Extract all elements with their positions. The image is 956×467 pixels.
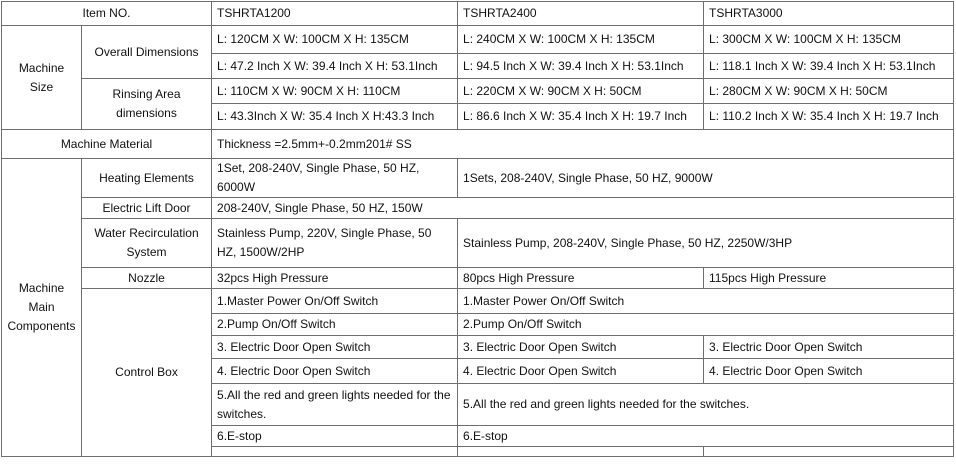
blank-cell-model-2: [458, 447, 704, 457]
blank-cell-model-3: [704, 447, 954, 457]
overall-cm-row: [2, 26, 954, 54]
overall-inch-model-1: L: 47.2 Inch X W: 39.4 Inch X H: 53.1Inch: [212, 54, 458, 79]
heating-elements-label: Heating Elements: [82, 159, 212, 198]
lights-model-1: 5.All the red and green lights needed for the switches.: [212, 384, 458, 426]
main-components-label: Machine Main Components: [2, 159, 82, 457]
water-model-2-3: Stainless Pump, 208-240V, Single Phase, 50 HZ, 2250W/3HP: [458, 219, 954, 268]
door-open-4-model-2: 4. Electric Door Open Switch: [458, 359, 704, 384]
nozzle-model-1: 32pcs High Pressure: [212, 268, 458, 289]
door-open-4-model-3: 4. Electric Door Open Switch: [704, 359, 954, 384]
rinsing-cm-model-2: L: 220CM X W: 90CM X H: 50CM: [458, 79, 704, 104]
heating-row: [2, 159, 954, 198]
rinsing-inch-model-3: L: 110.2 Inch X W: 35.4 Inch X H: 19.7 Inch: [704, 104, 954, 130]
model-2-header: TSHRTA2400: [458, 2, 704, 26]
machine-material-value: Thickness =2.5mm+-0.2mm201# SS: [212, 130, 954, 159]
rinsing-inch-model-2: L: 86.6 Inch X W: 35.4 Inch X H: 19.7 Inch: [458, 104, 704, 130]
model-3-header: TSHRTA3000: [704, 2, 954, 26]
nozzle-label: Nozzle: [82, 268, 212, 289]
nozzle-model-3: 115pcs High Pressure: [704, 268, 954, 289]
estop-model-1: 6.E-stop: [212, 426, 458, 447]
master-power-model-1: 1.Master Power On/Off Switch: [212, 289, 458, 314]
heating-model-1: 1Set, 208-240V, Single Phase, 50 HZ, 6000W: [212, 159, 458, 198]
overall-inch-model-2: L: 94.5 Inch X W: 39.4 Inch X H: 53.1Inch: [458, 54, 704, 79]
water-row: [2, 219, 954, 268]
water-recirculation-label: Water Recirculation System: [82, 219, 212, 268]
model-1-header: TSHRTA1200: [212, 2, 458, 26]
rinsing-cm-row: [2, 79, 954, 104]
nozzle-model-2: 80pcs High Pressure: [458, 268, 704, 289]
electric-lift-door-label: Electric Lift Door: [82, 198, 212, 219]
rinsing-cm-model-3: L: 280CM X W: 90CM X H: 50CM: [704, 79, 954, 104]
rinsing-inch-model-1: L: 43.3Inch X W: 35.4 Inch X H:43.3 Inch: [212, 104, 458, 130]
spec-table: [1, 1, 954, 457]
lights-model-2-3: 5.All the red and green lights needed for the switches.: [458, 384, 954, 426]
header-row: [2, 2, 954, 26]
material-row: [2, 130, 954, 159]
door-open-3-model-3: 3. Electric Door Open Switch: [704, 336, 954, 359]
door-open-3-model-1: 3. Electric Door Open Switch: [212, 336, 458, 359]
machine-size-label: Machine Size: [2, 26, 82, 130]
overall-cm-model-3: L: 300CM X W: 100CM X H: 135CM: [704, 26, 954, 54]
rinsing-cm-model-1: L: 110CM X W: 90CM X H: 110CM: [212, 79, 458, 104]
pump-switch-model-1: 2.Pump On/Off Switch: [212, 314, 458, 336]
control-box-label: Control Box: [82, 289, 212, 457]
overall-dimensions-label: Overall Dimensions: [82, 26, 212, 79]
estop-model-2-3: 6.E-stop: [458, 426, 954, 447]
overall-cm-model-2: L: 240CM X W: 100CM X H: 135CM: [458, 26, 704, 54]
electric-lift-door-value: 208-240V, Single Phase, 50 HZ, 150W: [212, 198, 954, 219]
nozzle-row: [2, 268, 954, 289]
rinsing-area-label: Rinsing Area dimensions: [82, 79, 212, 130]
control-master-power-row: [2, 289, 954, 314]
pump-switch-model-2-3: 2.Pump On/Off Switch: [458, 314, 954, 336]
machine-material-label: Machine Material: [2, 130, 212, 159]
master-power-model-2-3: 1.Master Power On/Off Switch: [458, 289, 954, 314]
overall-inch-model-3: L: 118.1 Inch X W: 39.4 Inch X H: 53.1Inch: [704, 54, 954, 79]
heating-model-2-3: 1Sets, 208-240V, Single Phase, 50 HZ, 9000W: [458, 159, 954, 198]
door-open-3-model-2: 3. Electric Door Open Switch: [458, 336, 704, 359]
lift-door-row: [2, 198, 954, 219]
item-no-header: Item NO.: [2, 2, 212, 26]
blank-cell-model-1: [212, 447, 458, 457]
overall-cm-model-1: L: 120CM X W: 100CM X H: 135CM: [212, 26, 458, 54]
door-open-4-model-1: 4. Electric Door Open Switch: [212, 359, 458, 384]
water-model-1: Stainless Pump, 220V, Single Phase, 50 HZ, 1500W/2HP: [212, 219, 458, 268]
